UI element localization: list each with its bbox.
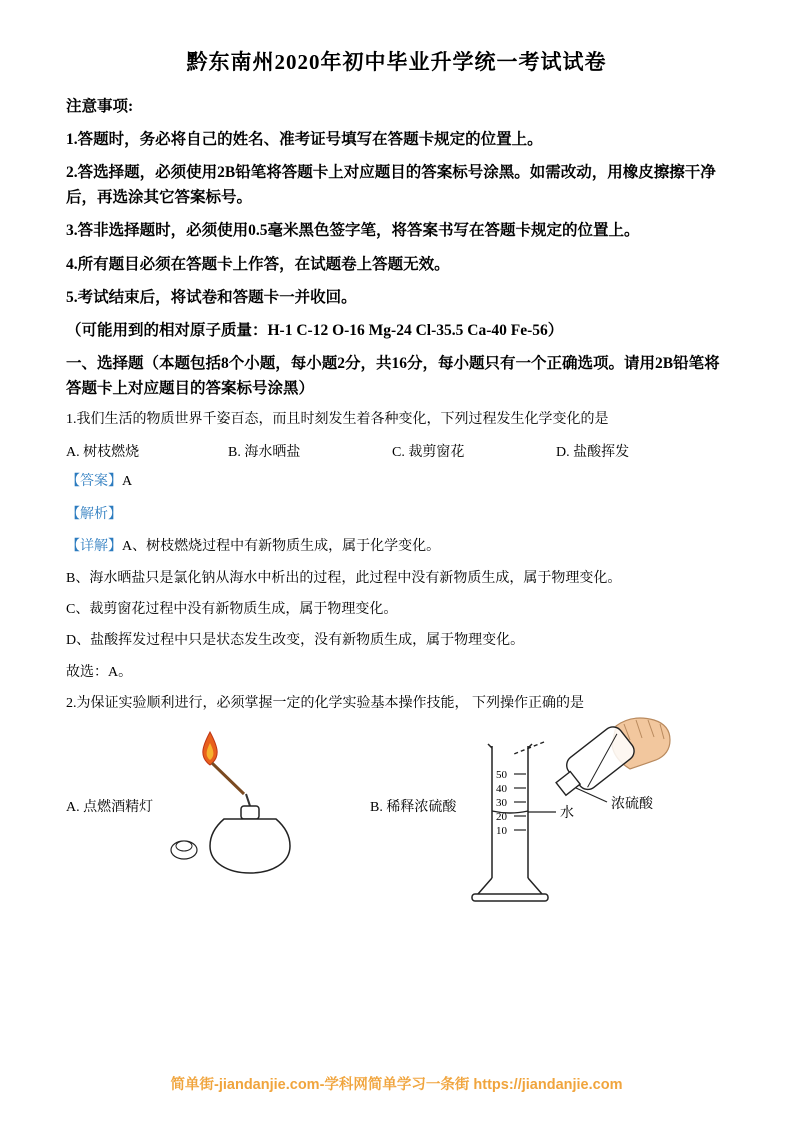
notice-item-4: 4.所有题目必须在答题卡上作答，在试题卷上答题无效。 bbox=[66, 255, 450, 273]
match-stick bbox=[212, 763, 244, 794]
answer-marker: 【答案】 bbox=[66, 474, 122, 490]
q1-option-b: B. 海水晒盐 bbox=[228, 445, 301, 461]
acid-label: 浓硫酸 bbox=[611, 796, 653, 812]
q2-stem: 2.为保证实验顺利进行，必须掌握一定的化学实验基本操作技能， 下列操作正确的是 bbox=[66, 696, 584, 712]
detail-marker: 【详解】 bbox=[66, 539, 122, 555]
q1-stem: 1.我们生活的物质世界千姿百态，而且时刻发生着各种变化，下列过程发生化学变化的是 bbox=[66, 412, 609, 428]
cylinder-scale-ticks bbox=[514, 774, 526, 830]
notice-item-2: 2.答选择题，必须使用2B铅笔将答题卡上对应题目的答案标号涂黑。如需改动，用橡皮擦擦干净后，再选涂其它答案标号。 bbox=[66, 164, 716, 207]
notice-item-5: 5.考试结束后，将试卷和答题卡一并收回。 bbox=[66, 288, 357, 306]
q1-detail-line-d: D、盐酸挥发过程中只是状态发生改变，没有新物质生成，属于物理变化。 bbox=[66, 633, 525, 649]
acid-label-line bbox=[576, 788, 607, 802]
q1-option-c: C. 裁剪窗花 bbox=[392, 445, 465, 461]
scale-50: 50 bbox=[496, 768, 507, 781]
q1-conclusion: 故选：A。 bbox=[66, 664, 133, 680]
notice-item-1: 1.答题时，务必将自己的姓名、准考证号填写在答题卡规定的位置上。 bbox=[66, 131, 543, 149]
graduated-cylinder bbox=[472, 744, 548, 901]
q1-detail-line-b: B、海水晒盐只是氯化钠从海水中析出的过程，此过程中没有新物质生成，属于物理变化。 bbox=[66, 570, 622, 586]
lamp-body bbox=[210, 819, 290, 873]
q1-detail-line-a bbox=[66, 536, 727, 558]
q1-detail-line-c: C、裁剪窗花过程中没有新物质生成，属于物理变化。 bbox=[66, 602, 398, 618]
q1-detail-a: A、树枝燃烧过程中有新物质生成，属于化学变化。 bbox=[122, 539, 441, 555]
dilution-illustration bbox=[464, 716, 729, 931]
page-title: 黔东南州2020年初中毕业升学统一考试试卷 bbox=[186, 50, 607, 74]
q1-option-d: D. 盐酸挥发 bbox=[556, 445, 630, 461]
acid-bottle bbox=[549, 722, 638, 803]
q2-option-b-label: B. 稀释浓硫酸 bbox=[370, 799, 457, 815]
section1-heading: 一、选择题（本题包括8个小题，每小题2分，共16分，每小题只有一个正确选项。请用2B铅笔将答题卡上对应题目的答案标号涂黑） bbox=[66, 354, 720, 397]
site-watermark-footer: 简单街-jiandanjie.com-学科网简单学习一条街 https://jiandanjie.com bbox=[170, 1077, 623, 1093]
q1-answer-value: A bbox=[122, 474, 133, 490]
q1-options bbox=[66, 441, 727, 461]
notice-heading: 注意事项: bbox=[66, 98, 134, 115]
q2-option-a-label: A. 点燃酒精灯 bbox=[66, 799, 154, 815]
scale-30: 30 bbox=[496, 796, 507, 809]
atomic-mass-note: （可能用到的相对原子质量：H-1 C-12 O-16 Mg-24 Cl-35.5 Ca-40 Fe-56） bbox=[66, 321, 564, 339]
lamp-collar bbox=[241, 806, 259, 819]
q1-answer-line bbox=[66, 471, 727, 493]
flame-icon bbox=[203, 732, 217, 765]
lamp-cap bbox=[171, 841, 197, 859]
notice-item-3: 3.答非选择题时，必须使用0.5毫米黑色签字笔，将答案书写在答题卡规定的位置上。 bbox=[66, 222, 640, 240]
scale-40: 40 bbox=[496, 782, 507, 795]
q1-option-a: A. 树枝燃烧 bbox=[66, 445, 140, 461]
scale-20: 20 bbox=[496, 810, 507, 823]
water-label: 水 bbox=[560, 805, 574, 821]
analysis-marker: 【解析】 bbox=[66, 506, 122, 522]
q1-analysis-line bbox=[66, 504, 727, 526]
scale-10: 10 bbox=[496, 824, 507, 837]
alcohol-lamp-illustration bbox=[158, 726, 318, 891]
lamp-wick bbox=[246, 794, 250, 806]
q2-figures bbox=[66, 724, 727, 929]
